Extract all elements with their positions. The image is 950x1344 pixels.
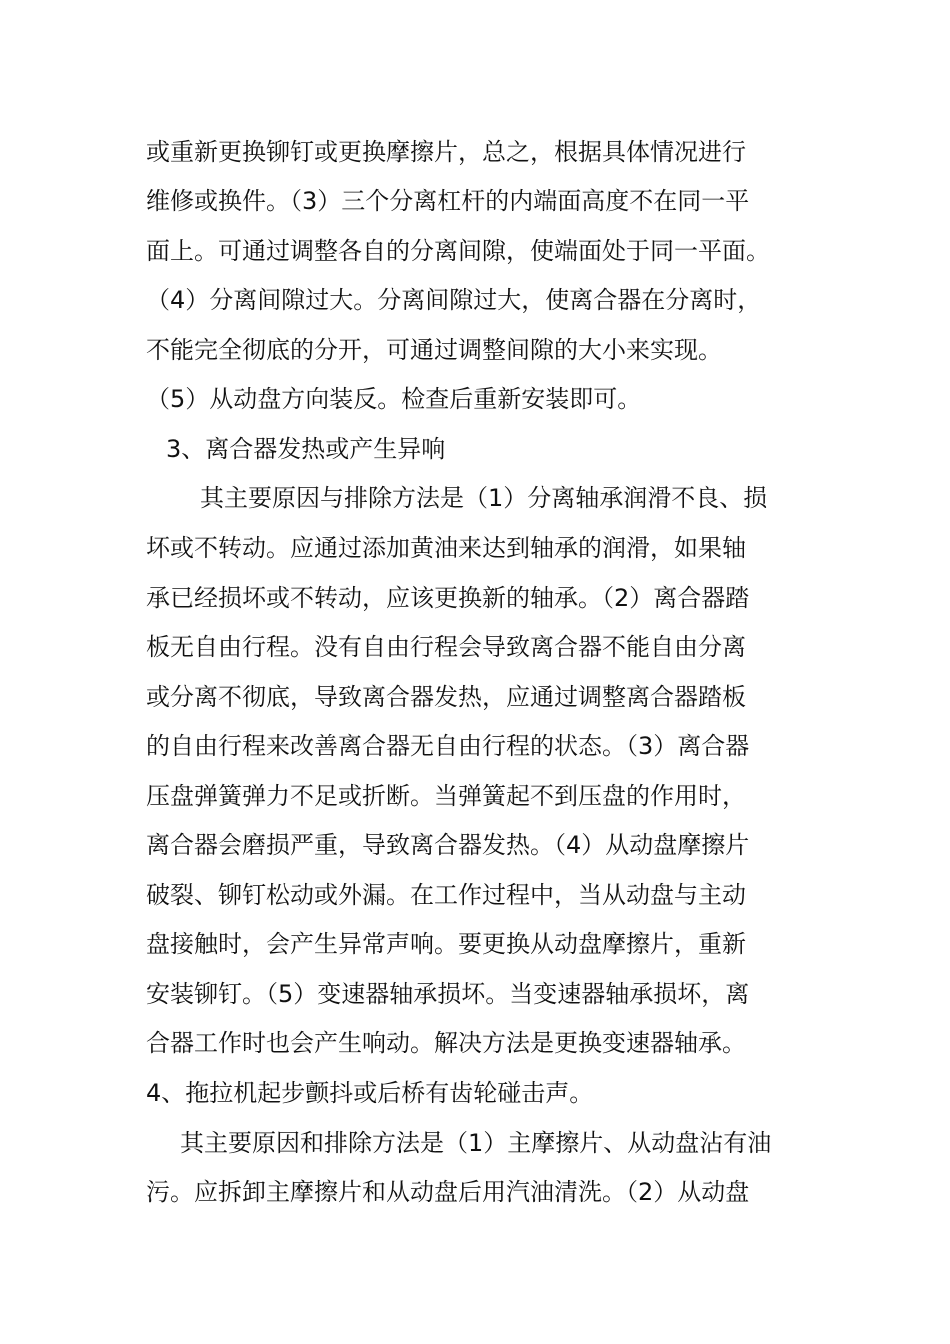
text-line: 离合器会磨损严重，导致离合器发热。（4）从动盘摩擦片: [146, 831, 750, 859]
paragraph-first-line: 其主要原因和排除方法是（1）主摩擦片、从动盘沾有油: [180, 1129, 772, 1157]
text-line: 或分离不彻底，导致离合器发热，应通过调整离合器踏板: [146, 683, 746, 711]
text-line: 合器工作时也会产生响动。解决方法是更换变速器轴承。: [146, 1029, 746, 1057]
text-line: 破裂、铆钉松动或外漏。在工作过程中，当从动盘与主动: [146, 881, 746, 909]
text-line: 污。应拆卸主摩擦片和从动盘后用汽油清洗。（2）从动盘: [146, 1178, 750, 1206]
text-line: 或重新更换铆钉或更换摩擦片，总之，根据具体情况进行: [146, 138, 746, 166]
section-heading: 3、离合器发热或产生异响: [166, 435, 446, 463]
text-line: 面上。可通过调整各自的分离间隙，使端面处于同一平面。: [146, 237, 770, 265]
text-line: 板无自由行程。没有自由行程会导致离合器不能自由分离: [146, 633, 746, 661]
paragraph-first-line: 其主要原因与排除方法是（1）分离轴承润滑不良、损: [200, 484, 768, 512]
section-heading: 4、拖拉机起步颤抖或后桥有齿轮碰击声。: [146, 1079, 594, 1107]
text-line: 承已经损坏或不转动，应该更换新的轴承。（2）离合器踏: [146, 584, 750, 612]
text-line: 安装铆钉。（5）变速器轴承损坏。当变速器轴承损坏，离: [146, 980, 750, 1008]
text-line: 维修或换件。（3）三个分离杠杆的内端面高度不在同一平: [146, 187, 750, 215]
text-line: 坏或不转动。应通过添加黄油来达到轴承的润滑，如果轴: [146, 534, 746, 562]
text-line: （5）从动盘方向装反。检查后重新安装即可。: [146, 385, 642, 413]
text-line: 压盘弹簧弹力不足或折断。当弹簧起不到压盘的作用时，: [146, 782, 746, 810]
text-line: （4）分离间隙过大。分离间隙过大，使离合器在分离时，: [146, 286, 762, 314]
text-line: 盘接触时，会产生异常声响。要更换从动盘摩擦片，重新: [146, 930, 746, 958]
text-line: 不能完全彻底的分开，可通过调整间隙的大小来实现。: [146, 336, 722, 364]
text-line: 的自由行程来改善离合器无自由行程的状态。（3）离合器: [146, 732, 750, 760]
